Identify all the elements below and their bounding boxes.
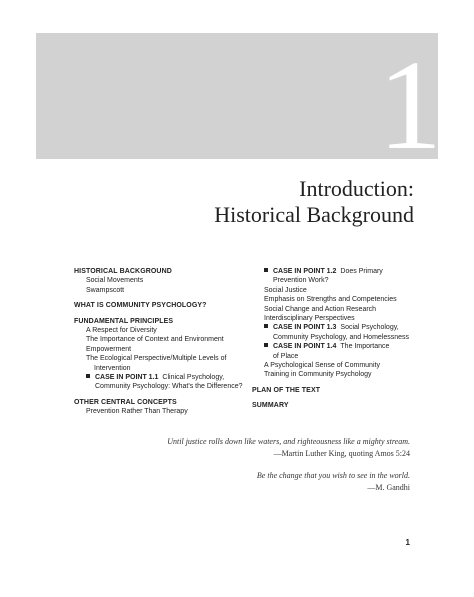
outline-subsection: Emphasis on Strengths and Competencies: [264, 296, 397, 304]
outline-section-heading: OTHER CENTRAL CONCEPTS: [74, 398, 177, 406]
case-in-point-label: CASE IN POINT 1.4: [273, 343, 337, 351]
square-bullet-icon: [264, 268, 268, 272]
case-in-point-label: CASE IN POINT 1.3: [273, 324, 337, 332]
case-in-point-title: Does Primary: [340, 268, 383, 275]
square-bullet-icon: [264, 324, 268, 328]
page-number: 1: [405, 538, 410, 547]
epigraphs: [167, 436, 410, 504]
case-in-point-title: Social Psychology,: [340, 324, 399, 332]
outline-section-heading: FUNDAMENTAL PRINCIPLES: [74, 317, 174, 325]
outline-subsection: Social Movements: [86, 277, 144, 285]
outline-subsection: Swampscott: [86, 286, 125, 294]
outline-section-heading: WHAT IS COMMUNITY PSYCHOLOGY?: [74, 302, 207, 310]
case-in-point-continuation: Community Psychology: What's the Difference?: [95, 383, 243, 391]
case-in-point-label: CASE IN POINT 1.2: [273, 268, 337, 275]
case-in-point-entry: [252, 267, 422, 276]
outline-subsection: The Importance of Context and Environment: [86, 336, 224, 344]
case-in-point-label: CASE IN POINT 1.1: [95, 374, 159, 382]
chapter-number: 1: [378, 34, 438, 176]
epigraph-attribution: —Martin Luther King, quoting Amos 5:24: [273, 449, 410, 458]
square-bullet-icon: [86, 374, 90, 378]
chapter-outline-left: [74, 267, 244, 417]
outline-subsection: A Respect for Diversity: [86, 327, 157, 335]
outline-section-heading: HISTORICAL BACKGROUND: [74, 268, 172, 275]
outline-subsection: A Psychological Sense of Community: [264, 362, 380, 370]
outline-section-heading: PLAN OF THE TEXT: [252, 386, 321, 394]
case-in-point-entry: [74, 373, 244, 382]
outline-subsection: Empowerment: [86, 345, 132, 353]
chapter-outline-right: [252, 267, 422, 411]
outline-subsection: Prevention Rather Than Therapy: [86, 408, 188, 416]
outline-subsection: Social Justice: [264, 286, 307, 294]
case-in-point-continuation: of Place: [273, 352, 299, 360]
chapter-banner: [36, 33, 438, 176]
outline-subsection: Social Change and Action Research: [264, 305, 377, 313]
outline-subsection: Intervention: [94, 364, 131, 372]
case-in-point-title: The Importance: [340, 343, 390, 351]
epigraph-quote: Be the change that you wish to see in the world.: [256, 471, 410, 480]
chapter-title-line-2: Historical Background: [214, 202, 414, 227]
epigraph-quote: Until justice rolls down like waters, and righteousness like a mighty stream.: [167, 437, 410, 446]
case-in-point-entry: [252, 323, 422, 332]
epigraph-attribution: —M. Gandhi: [367, 483, 410, 492]
case-in-point-continuation: Community Psychology, and Homelessness: [273, 333, 410, 341]
case-in-point-continuation: Prevention Work?: [273, 277, 329, 285]
outline-subsection: The Ecological Perspective/Multiple Levels of: [86, 355, 227, 363]
outline-section-heading: SUMMARY: [252, 402, 289, 410]
case-in-point-entry: [252, 342, 422, 351]
square-bullet-icon: [264, 343, 268, 347]
case-in-point-title: Clinical Psychology,: [162, 374, 225, 382]
outline-subsection: Training in Community Psychology: [264, 371, 372, 379]
chapter-title-line-1: Introduction:: [299, 176, 414, 201]
chapter-title: [214, 176, 414, 228]
outline-subsection: Interdisciplinary Perspectives: [264, 315, 355, 323]
